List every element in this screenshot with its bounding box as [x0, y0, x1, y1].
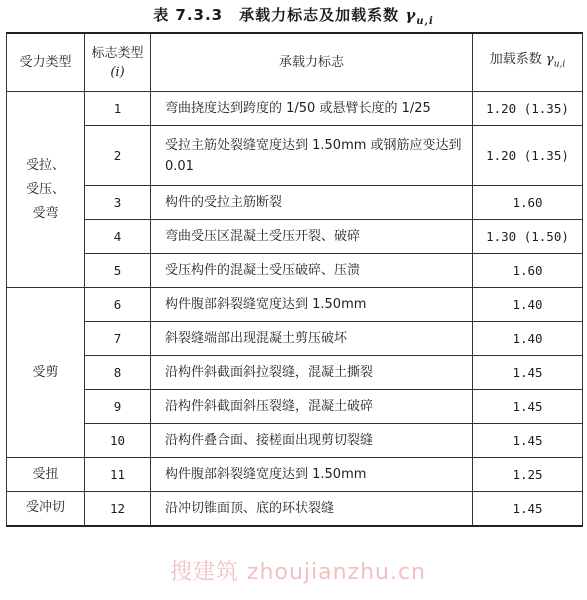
load-factor-cell: 1.45	[473, 424, 583, 458]
capacity-mark-cell: 沿冲切锥面顶、底的环状裂缝	[151, 492, 473, 526]
capacity-mark-cell: 斜裂缝端部出现混凝土剪压破坏	[151, 322, 473, 356]
capacity-mark-cell: 构件的受拉主筋断裂	[151, 186, 473, 220]
watermark: 搜建筑 zhoujianzhu.cn	[170, 560, 427, 585]
header-force-type: 受力类型	[7, 33, 85, 92]
mark-type-cell: 9	[85, 390, 151, 424]
mark-type-cell: 8	[85, 356, 151, 390]
mark-type-cell: 5	[85, 254, 151, 288]
load-factor-cell: 1.40	[473, 288, 583, 322]
table-row	[7, 288, 583, 322]
table-body	[7, 92, 583, 526]
table-row	[7, 126, 583, 186]
capacity-mark-cell: 弯曲挠度达到跨度的 1/50 或悬臂长度的 1/25	[151, 92, 473, 126]
mark-type-cell: 3	[85, 186, 151, 220]
force-type-line: 受弯	[32, 205, 59, 221]
header-row	[7, 33, 583, 92]
capacity-mark-cell: 构件腹部斜裂缝宽度达到 1.50mm	[151, 458, 473, 492]
table-row	[7, 186, 583, 220]
table-title-text: 表 7.3.3 承载力标志及加载系数	[153, 6, 406, 24]
mark-type-cell: 6	[85, 288, 151, 322]
mark-type-cell: 2	[85, 126, 151, 186]
load-factor-cell: 1.45	[473, 356, 583, 390]
force-type-cell	[7, 288, 85, 458]
table-row	[7, 390, 583, 424]
force-type-line: 受冲切	[25, 500, 65, 516]
table-row	[7, 92, 583, 126]
load-factor-cell: 1.40	[473, 322, 583, 356]
capacity-mark-cell: 受拉主筋处裂缝宽度达到 1.50mm 或钢筋应变达到 0.01	[151, 126, 473, 186]
header-mark-type: 标志类型 (i)	[85, 33, 151, 92]
load-factor-cell: 1.20 (1.35)	[473, 92, 583, 126]
force-type-cell	[7, 92, 85, 288]
load-factor-cell: 1.25	[473, 458, 583, 492]
capacity-mark-cell: 沿构件斜截面斜压裂缝，混凝土破碎	[151, 390, 473, 424]
load-factor-cell: 1.60	[473, 254, 583, 288]
mark-type-cell: 12	[85, 492, 151, 526]
table-title	[0, 4, 587, 28]
force-type-line: 受扭	[32, 466, 59, 482]
load-factor-cell: 1.30 (1.50)	[473, 220, 583, 254]
load-factor-table	[6, 32, 583, 527]
force-type-line: 受剪	[32, 364, 59, 380]
capacity-mark-cell: 沿构件斜截面斜拉裂缝，混凝土撕裂	[151, 356, 473, 390]
capacity-mark-cell: 受压构件的混凝土受压破碎、压溃	[151, 254, 473, 288]
capacity-mark-cell: 构件腹部斜裂缝宽度达到 1.50mm	[151, 288, 473, 322]
capacity-mark-cell: 弯曲受压区混凝土受压开裂、破碎	[151, 220, 473, 254]
load-factor-cell: 1.20 (1.35)	[473, 126, 583, 186]
table-container	[6, 32, 582, 527]
header-load-factor: 加载系数 $\gamma_{u,i}$	[473, 33, 583, 92]
load-factor-cell: 1.60	[473, 186, 583, 220]
force-type-line: 受拉、	[25, 157, 65, 173]
table-row	[7, 220, 583, 254]
table-row	[7, 458, 583, 492]
table-row	[7, 322, 583, 356]
mark-type-cell: 7	[85, 322, 151, 356]
mark-type-cell: 1	[85, 92, 151, 126]
table-row	[7, 356, 583, 390]
mark-type-cell: 11	[85, 458, 151, 492]
capacity-mark-cell: 沿构件叠合面、接槎面出现剪切裂缝	[151, 424, 473, 458]
gamma-symbol: $\gamma_{u,i}$	[405, 6, 434, 27]
table-row	[7, 254, 583, 288]
header-capacity-mark: 承载力标志	[151, 33, 473, 92]
mark-type-cell: 4	[85, 220, 151, 254]
force-type-line: 受压、	[25, 181, 65, 197]
table-row	[7, 492, 583, 526]
mark-type-cell: 10	[85, 424, 151, 458]
load-factor-cell: 1.45	[473, 390, 583, 424]
force-type-cell	[7, 458, 85, 492]
load-factor-cell: 1.45	[473, 492, 583, 526]
force-type-cell	[7, 492, 85, 526]
table-row	[7, 424, 583, 458]
